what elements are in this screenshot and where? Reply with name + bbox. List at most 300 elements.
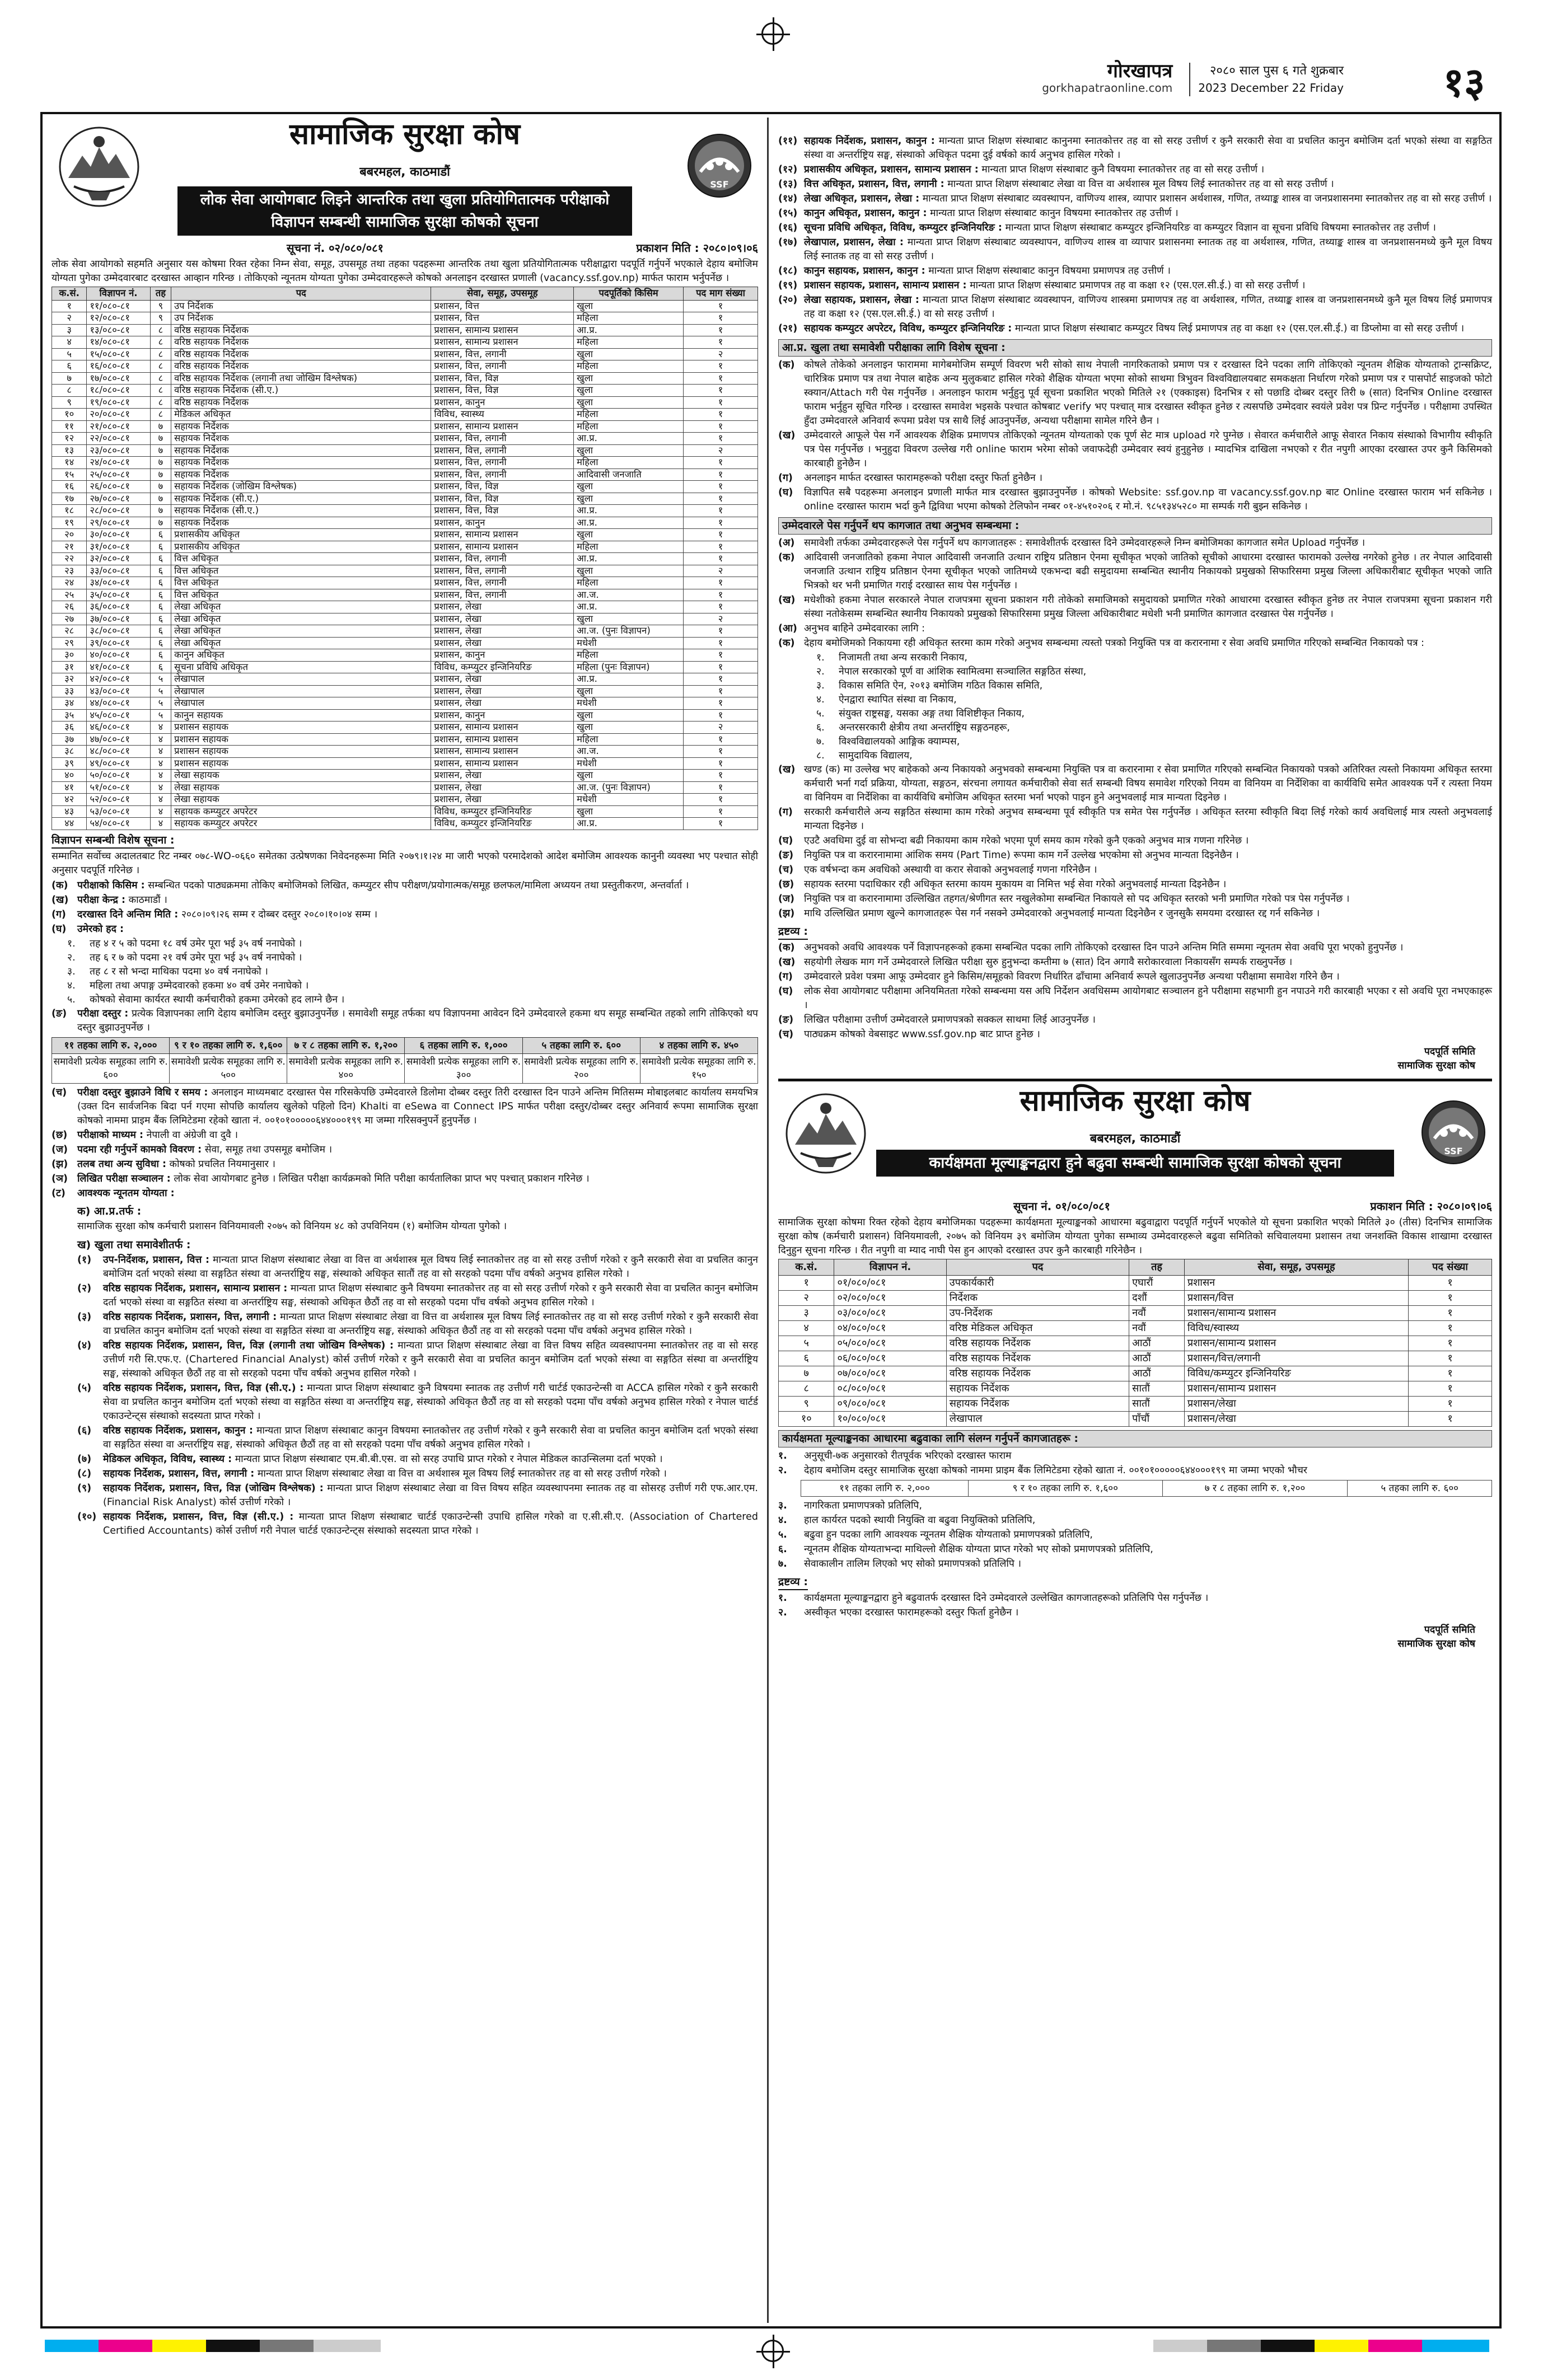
table-cell: वरिष्ठ सहायक निर्देशक	[171, 336, 431, 349]
table-cell: १	[684, 673, 758, 686]
table-cell: उप निर्देशक	[171, 300, 431, 312]
table-cell: ०१/०८०/०८१	[834, 1276, 946, 1291]
table-cell: विविध, स्वास्थ्य	[431, 409, 574, 421]
list-item	[778, 907, 1492, 921]
table-cell: ६	[52, 360, 87, 373]
item-text	[839, 735, 1492, 749]
table-row	[779, 1276, 1492, 1291]
table-cell: ३३/०८०-८१	[87, 565, 150, 577]
item-body: कोषले तोकेको अनलाइन फाराममा मागेबमोजिम सम्पूर्ण विवरण भरी सोको साथ नेपाली नागरिकताको प्रमाण पत्र र दरखास्त दिने पदका लागि तोकिएको न्यूनतम शैक्षिक योग्यताको ट्रान्सक्रिप्ट, चारित्रिक प्रमाण पत्र तथा नेपाल बाहेक अन्य मुलुकबाट हासिल गरेको शैक्षिक योग्यता भएमा सोको साथमा त्रिभुवन विश्वविद्यालयबाट समकक्षता निर्धारण गरेको प्रमाण पत्र र पासपोर्ट साइजको फोटो स्क्यान/Attach गरी पेस गर्नुपर्नेछ । अनलाइन फाराम भर्नुहुनु पूर्व सूचना प्रकाशित भएको मितिले २१ (एक्काइस) दिनभित्र र सो पछाडि दोब्बर दस्तुर तिरी ७ (सात) दिनभित्र Online दरखास्त फाराम भर्नुहुन सूचित गरिन्छ । दरखास्त समावेश भइसके पश्चात कोषबाट verify भए पश्चात् मात्र दरखास्त स्वीकृत हुनेछ र त्यसपछि उम्मेदवार स्वयंले प्रवेश पत्र प्रिन्ट गर्नुपर्नेछ । परीक्षामा उपस्थित हुँदा उम्मेदवारले अनिवार्य रूपमा प्रवेश पत्र साथै लिई आउनुपर्नेछ, अन्यथा परीक्षामा सामेल गरिने छैन ।	[804, 359, 1492, 427]
table-cell: ५०/०८०-८१	[87, 770, 150, 782]
table-cell: ३६	[52, 722, 87, 734]
table-cell: १	[684, 805, 758, 818]
table-cell: प्रशासन, सामान्य प्रशासन	[431, 541, 574, 553]
item-body: लिखित परीक्षामा उत्तीर्ण उम्मेदवारले प्रमाणपत्रको सक्कल साथमा लिई आउनुपर्नेछ ।	[804, 1014, 1096, 1025]
signoff-committee: पदपूर्ति समिति	[1424, 1046, 1475, 1057]
table-cell: ३६/०८०-८१	[87, 601, 150, 613]
table-cell: ०८/०८०/०८१	[834, 1381, 946, 1397]
table-cell: ४	[150, 746, 171, 758]
item-text	[804, 486, 1492, 514]
item-text	[839, 665, 1492, 679]
table-cell: प्रशासन, लेखा	[431, 770, 574, 782]
page-header	[0, 0, 1543, 106]
item-text	[103, 1253, 758, 1281]
item-text	[103, 1339, 758, 1381]
table-row	[52, 420, 758, 433]
table-cell: आठौं	[1129, 1366, 1185, 1381]
item-body: सम्बन्धित पदको पाठ्यक्रममा तोकिए बमोजिमको लिखित, कम्प्युटर सीप परीक्षण/प्रयोगात्मक/समूह छलफल/मामिला अध्ययन तथा प्रस्तुतीकरण, अन्तर्वार्ता ।	[148, 879, 689, 891]
table-row	[52, 457, 758, 469]
table-cell: ६	[150, 661, 171, 673]
list-item	[778, 163, 1492, 177]
table-cell: १	[684, 794, 758, 806]
table-cell: प्रशासन, वित्त, लगानी	[431, 444, 574, 457]
item-label: ४.	[67, 980, 76, 991]
item-head: परीक्षाको माध्यम :	[77, 1129, 144, 1141]
item-text	[804, 1013, 1492, 1027]
table-cell: ४	[150, 757, 171, 770]
list-item	[778, 763, 1492, 805]
item-text	[804, 849, 1492, 863]
fee-cell: ११ तहका लागि रु. २,०००	[801, 1481, 969, 1497]
table-cell: १	[684, 409, 758, 421]
table-cell: सहायक निर्देशक (जोखिम विश्लेषक)	[171, 481, 431, 493]
table-cell: ९	[52, 396, 87, 409]
table-cell: १	[684, 661, 758, 673]
item-body: मान्यता प्राप्त शिक्षण संस्थाबाट लेखा वा वित्त विषय सहित व्यवस्थापनमा स्नातकोत्तर तह वा सो सरह उत्तीर्ण गरी सि.एफ.ए. (Chartered Financial Analyst) कोर्स उत्तीर्ण गरेको र कुनै सरकारी सेवा वा प्रचलित कानुन बमोजिम दर्ता भएको संस्था वा सङ्गठित संस्था वा अन्तर्राष्ट्रिय सङ्घ, संस्थाको अधिकृत छैठौं तह वा सो सरहको पदमा पाँच वर्षको अनुभव हासिल गरेको ।	[103, 1339, 758, 1379]
table-cell: खुला	[574, 722, 684, 734]
table-row	[779, 1397, 1492, 1412]
item-label: (ङ)	[778, 1014, 794, 1025]
table-row	[52, 481, 758, 493]
table-cell: ११/०८०-८१	[87, 300, 150, 312]
item-body: अनुसूची-७क अनुसारको रीतपूर्वक भरिएको दरखास्त फाराम	[804, 1450, 1012, 1461]
table-header-cell: सेवा, समूह, उपसमूह	[1184, 1259, 1408, 1276]
table-row	[779, 1412, 1492, 1427]
list-item	[801, 651, 1492, 665]
list-item	[778, 264, 1492, 278]
table-cell: १२/०८०-८१	[87, 312, 150, 325]
item-label: (ञ)	[52, 1173, 68, 1184]
notice1-place: बबरमहल, काठमाडौं	[359, 165, 450, 179]
internal-notice-bar: आ.प्र. खुला तथा समावेशी परीक्षाका लागि विशेष सूचना :	[778, 339, 1492, 357]
item-body: देहाय बमोजिम दस्तुर सामाजिक सुरक्षा कोषको नाममा प्राइम बैंक लिमिटेडमा रहेको खाता नं. ००१०१०००००६४४०००१९९ मा जम्मा भएको भौचर	[804, 1465, 1307, 1476]
notice1-banner	[177, 186, 632, 236]
item-label: (घ)	[778, 986, 793, 997]
table-cell: १	[684, 746, 758, 758]
table-cell: २८/०८०-८१	[87, 505, 150, 517]
table-cell: २६	[52, 601, 87, 613]
table-row	[779, 1366, 1492, 1381]
item-label: (क)	[778, 638, 795, 649]
table-cell: प्रशासन, सामान्य प्रशासन	[431, 746, 574, 758]
list-item	[52, 893, 758, 907]
item-label: ५.	[778, 1529, 787, 1540]
table-cell: प्रशासन/सामान्य प्रशासन	[1184, 1381, 1408, 1397]
fee-cell: समावेशी प्रत्येक समूहका लागि रु. ४००	[287, 1053, 405, 1083]
item-head: परीक्षा दस्तुर बुझाउने विधि र समय :	[77, 1086, 208, 1098]
table-cell: ०६/०८०/०८१	[834, 1351, 946, 1366]
table-cell: ४१	[52, 781, 87, 794]
table-cell: ८	[150, 324, 171, 336]
list-item	[778, 1013, 1492, 1027]
table-cell: ६	[150, 649, 171, 662]
table-cell: प्रशासकीय अधिकृत	[171, 541, 431, 553]
table-cell: ८	[150, 348, 171, 360]
table-cell: ९	[150, 312, 171, 325]
table-cell: लेखापाल	[171, 697, 431, 710]
table-cell: वित्त अधिकृत	[171, 589, 431, 601]
table-cell: खुला	[574, 805, 684, 818]
table-cell: ३३	[52, 685, 87, 697]
list-item	[778, 622, 1492, 636]
table-cell: लेखा अधिकृत	[171, 637, 431, 649]
item-text	[77, 908, 758, 922]
table-cell: प्रशासन, वित्त, लगानी	[431, 348, 574, 360]
table-cell: वरिष्ठ सहायक निर्देशक (लगानी तथा जोखिम विश्लेषक)	[171, 372, 431, 385]
notice1-ref-no: सूचना नं. ०२/०८०/०८१	[287, 241, 384, 255]
item-text	[804, 985, 1492, 1013]
table-cell: खुला	[574, 565, 684, 577]
table-cell: वरिष्ठ सहायक निर्देशक (सी.ए.)	[171, 385, 431, 397]
item-body: मान्यता प्राप्त शिक्षण संस्थाबाट व्यवस्थापन, वाणिज्य शास्त्र वा व्यापार प्रशासनमा स्नातक तह वा अर्थशास्त्र, गणित, तथ्याङ्क शास्त्र वा जनप्रशासनमध्ये कुनै मूल विषय लिई स्नातक तह वा सो सरह उत्तीर्ण ।	[804, 237, 1492, 262]
list-item	[778, 236, 1492, 264]
item-body: उम्मेदवारले आफूले पेस गर्ने आवश्यक शैक्षिक प्रमाणपत्र तोकिएको न्यूनतम योग्यताको एक पूर्ण सेट मात्र upload गरे पुग्नेछ । सेवारत कर्मचारीले आफू सेवारत निकाय संस्थाको विभागीय स्वीकृति पत्र पेस गर्नुपर्नेछ । भनुहुदा विवरण उल्लेख गरी online फाराम भरेमा सोको जवाफदेही उम्मेदवार स्वयं हुनुहुनेछ । म्यादभित्र दाखिला नभएको र रीत नपुगी आएका दरखास्त उपर कुनै किसिमको कारबाही हुनेछैन ।	[804, 430, 1492, 469]
item-head: दरखास्त दिने अन्तिम मिति :	[77, 908, 179, 920]
table-cell: ८	[52, 385, 87, 397]
list-item	[778, 878, 1492, 892]
list-item	[52, 937, 758, 951]
docs-items	[778, 536, 1492, 650]
list-item	[52, 922, 758, 936]
table-cell: प्रशासन, सामान्य प्रशासन	[431, 733, 574, 746]
table-cell: ३५	[52, 709, 87, 722]
item-label: (१३)	[778, 179, 798, 190]
list-item	[778, 358, 1492, 428]
list-item	[778, 863, 1492, 877]
table-cell: १	[1409, 1351, 1492, 1366]
notice1-header	[52, 117, 758, 238]
item-text	[103, 1310, 758, 1338]
table-cell: ४२	[52, 794, 87, 806]
item-text	[90, 965, 758, 979]
item-label: ३.	[816, 680, 825, 691]
experience-items	[778, 651, 1492, 763]
item-body: अनुभवको अवधि आवश्यक पर्ने विज्ञापनहरूको हकमा सम्बन्धित पदका लागि तोकिएको दरखास्त दिन पाउने अन्तिम मिति सम्ममा न्यूनतम सेवा अवधि पूरा भएको हुनुपर्नेछ ।	[804, 942, 1404, 953]
table-cell: महिला	[574, 733, 684, 746]
item-text	[103, 1453, 758, 1467]
table-cell: ८	[150, 372, 171, 385]
table-cell: प्रशासन, वित्त, विज्ञ	[431, 385, 574, 397]
item-text	[804, 805, 1492, 833]
table-cell: १	[684, 324, 758, 336]
item-head: आवश्यक न्यूनतम योग्यता :	[77, 1187, 175, 1199]
table-cell: वरिष्ठ सहायक निर्देशक	[171, 360, 431, 373]
table-cell: प्रशासन, लेखा	[431, 685, 574, 697]
table-cell: ८	[779, 1381, 834, 1397]
table-cell: सातौं	[1129, 1397, 1185, 1412]
item-text	[804, 192, 1492, 206]
table-cell: महिला	[574, 577, 684, 589]
list-item	[778, 593, 1492, 621]
table-cell: महिला (पुनः विज्ञापन)	[574, 661, 684, 673]
list-item	[778, 834, 1492, 848]
table-cell: १६	[52, 481, 87, 493]
table-cell: प्रशासन/वित्त	[1184, 1291, 1408, 1306]
date-nepali: २०८० साल पुस ६ गते शुक्रबार	[1209, 64, 1344, 78]
table-header-cell: पद माग संख्या	[684, 287, 758, 301]
item-head: सहायक निर्देशक, प्रशासन, वित्त, विज्ञ (जोखिम विश्लेषक) :	[103, 1482, 324, 1494]
item-label: ८.	[816, 750, 825, 761]
table-cell: २७/०८०-८१	[87, 493, 150, 505]
table-cell: खुला	[574, 396, 684, 409]
item-head: प्रशासकीय अधिकृत, प्रशासन, सामान्य प्रशासन :	[804, 164, 979, 175]
item-label: १.	[778, 1450, 787, 1461]
table-cell: प्रशासन, सामान्य प्रशासन	[431, 757, 574, 770]
table-row	[52, 818, 758, 830]
item-body: मान्यता प्राप्त शिक्षण संस्थाबाट कम्प्युटर विषय लिई प्रमाणपत्र तह वा कक्षा १२ (एस.एल.सी.ई.) वा डिप्लोमा वा सो सरह उत्तीर्ण ।	[1014, 323, 1465, 334]
item-text	[103, 1510, 758, 1538]
table-cell: महिला	[574, 360, 684, 373]
list-item	[52, 879, 758, 893]
table-cell: सूचना प्रविधि अधिकृत	[171, 661, 431, 673]
item-text	[804, 1028, 1492, 1042]
table-cell: ४५/०८०-८१	[87, 709, 150, 722]
list-item	[801, 665, 1492, 679]
item-text	[804, 1514, 1492, 1528]
item-label: (१)	[77, 1254, 92, 1266]
table-cell: ४१/०८०-८१	[87, 661, 150, 673]
table-cell: आ.प्र.	[574, 601, 684, 613]
table-cell: ६	[150, 577, 171, 589]
table-cell: २	[684, 722, 758, 734]
notice-separator	[778, 1079, 1492, 1081]
item-body: मान्यता प्राप्त शिक्षण संस्थाबाट कानुनमा स्नातकोत्तर तह वा सो सरह उत्तीर्ण र कुनै सरकारी सेवा वा प्रचलित कानुन बमोजिम दर्ता भएको संस्था वा सङ्गठित संस्था वा अन्तर्राष्ट्रिय सङ्घ, संस्थाको अधिकृत पदमा दुई वर्षको कार्य अनुभव हासिल गरेको ।	[804, 135, 1492, 161]
ssf-logo-icon	[686, 133, 752, 199]
table-cell: विविध, कम्प्युटर इन्जिनियरिङ	[431, 818, 574, 830]
item-text	[804, 551, 1492, 593]
notice2-ref-no: सूचना नं. ०१/०८०/०८१	[1013, 1200, 1110, 1213]
vacancy-table	[52, 287, 758, 830]
table-cell: १	[684, 312, 758, 325]
fee-cell: समावेशी प्रत्येक समूहका लागि रु. ६००	[52, 1053, 170, 1083]
table-cell: २	[684, 613, 758, 625]
column-divider	[767, 118, 769, 2323]
item-body: मान्यता प्राप्त शिक्षण संस्थाबाट व्यवस्थापन, वाणिज्य शास्त्र, व्यापार प्रशासन अर्थशास्त्र, गणित, तथ्याङ्क शास्त्र वा जनप्रशासनमा स्नातकोत्तर तह वा सो सरह उत्तीर्ण ।	[922, 193, 1492, 204]
table-cell: २२/०८०-८१	[87, 433, 150, 445]
table-cell: आ.ज. (पुनः विज्ञापन)	[574, 781, 684, 794]
item-label: ४.	[816, 694, 825, 705]
table-cell: १	[1409, 1306, 1492, 1321]
list-item	[778, 177, 1492, 191]
fee-cell: ७ र ८ तहका लागि रु. १,२००	[1162, 1481, 1348, 1497]
item-head: परीक्षाको किसिम :	[77, 879, 145, 891]
table-cell: २	[684, 444, 758, 457]
table-cell: २	[684, 348, 758, 360]
fee-item-label: (ङ)	[52, 1008, 67, 1019]
table-row	[52, 805, 758, 818]
item-body: कोषको प्रचलित नियमानुसार ।	[169, 1158, 275, 1170]
table-cell: सहायक निर्देशक	[171, 444, 431, 457]
item-body: नेपाल सरकारको पूर्ण वा आंशिक स्वामित्वमा सञ्चालित सङ्गठित संस्था,	[839, 666, 1087, 677]
table-cell: ८	[150, 409, 171, 421]
table-cell: वरिष्ठ सहायक निर्देशक	[946, 1351, 1129, 1366]
item-text	[77, 1187, 758, 1201]
table-cell: ३२	[52, 673, 87, 686]
date-english: 2023 December 22 Friday	[1198, 81, 1344, 95]
table-cell: महिला	[574, 336, 684, 349]
item-text	[103, 1282, 758, 1310]
item-body: मान्यता प्राप्त शिक्षण संस्थाबाट कानुन विषयमा प्रमाणपत्र तह उत्तीर्ण ।	[928, 265, 1171, 277]
item-text	[804, 907, 1492, 921]
list-item	[778, 536, 1492, 550]
table-cell: १	[684, 505, 758, 517]
table-cell: सहायक कम्प्युटर अपरेटर	[171, 805, 431, 818]
table-cell: ६	[150, 529, 171, 541]
item-text	[90, 937, 758, 951]
item-body: सेवाकालीन तालिम लिएको भए सोको प्रमाणपत्रको प्रतिलिपि ।	[804, 1558, 1021, 1570]
table-cell: प्रशासन, वित्त, लगानी	[431, 433, 574, 445]
table-row	[52, 300, 758, 312]
table-cell: खुला	[574, 770, 684, 782]
fee-cell: समावेशी प्रत्येक समूहका लागि रु. २००	[522, 1053, 640, 1083]
table-cell: ८	[150, 396, 171, 409]
table-cell: १	[684, 468, 758, 481]
table-header-cell: विज्ञापन नं.	[87, 287, 150, 301]
list-item	[778, 322, 1492, 336]
table-cell: प्रशासकीय अधिकृत	[171, 529, 431, 541]
item-body: संयुक्त राष्ट्रसङ्घ, यसका अङ्ग तथा विशिष्टीकृत निकाय,	[839, 708, 1025, 719]
list-item	[778, 1514, 1492, 1528]
table-cell: उप निर्देशक	[171, 312, 431, 325]
item-label: २.	[67, 952, 76, 963]
table-cell: ७	[150, 517, 171, 529]
item-label: ६.	[778, 1544, 787, 1555]
table-cell: खुला	[574, 372, 684, 385]
table-cell: सहायक निर्देशक	[171, 420, 431, 433]
table-cell: मधेशी	[574, 794, 684, 806]
item-label: ७.	[816, 736, 825, 747]
table-cell: खुला	[574, 348, 684, 360]
table-row	[779, 1336, 1492, 1351]
item-text	[804, 1464, 1492, 1478]
table-row	[52, 685, 758, 697]
table-cell: ४०/०८०-८१	[87, 649, 150, 662]
table-cell: सहायक कम्प्युटर अपरेटर	[171, 818, 431, 830]
table-header-cell: विज्ञापन नं.	[834, 1259, 946, 1276]
table-cell: १	[684, 625, 758, 638]
table-cell: २९	[52, 637, 87, 649]
table-cell: १६/०८०-८१	[87, 360, 150, 373]
item-body: नियुक्ति पत्र वा करारनामामा आंशिक समय (Part Time) रूपमा काम गर्ने उल्लेख भएकोमा सो अनुभव मान्यता दिइनेछैन ।	[804, 850, 1239, 861]
item-text	[804, 207, 1492, 221]
table-cell: २२	[52, 553, 87, 565]
table-cell: १३/०८०-८१	[87, 324, 150, 336]
item-label: (झ)	[52, 1158, 68, 1170]
table-cell: प्रशासन सहायक	[171, 733, 431, 746]
table-cell: ५	[150, 685, 171, 697]
list-item	[778, 636, 1492, 650]
fee-header-cell: ११ तहका लागि रु. २,०००	[52, 1037, 170, 1053]
item-label: (ग)	[778, 971, 793, 982]
table-cell: १	[684, 372, 758, 385]
table-cell: ०२/०८०/०८१	[834, 1291, 946, 1306]
item-label: (च)	[778, 864, 794, 875]
table-cell: सहायक निर्देशक	[171, 433, 431, 445]
table-cell: प्रशासन सहायक	[171, 722, 431, 734]
item-body: समावेशी तर्फका उम्मेदवारहरूले पेस गर्नुपर्ने थप कागजातहरू : समावेशीतर्फ दरखास्त दिने उम्मेदवारहरूले निम्न बमोजिमका कागजात समेत Upload गर्नुपर्नेछ ।	[804, 537, 1366, 549]
item-body: मान्यता प्राप्त शिक्षण संस्थाबाट व्यवस्थापन, वाणिज्य शास्त्रमा प्रमाणपत्र तह वा अर्थशास्त्र, गणित, तथ्याङ्क शास्त्र वा जनप्रशासनमध्ये कुनै मूल विषय लिई प्रमाणपत्र तह वा कक्षा १२ (एस.एल.सी.ई.) वा सो सरह उत्तीर्ण ।	[804, 294, 1492, 320]
table-cell: प्रशासन, लेखा	[431, 637, 574, 649]
table-header-cell: पदपूर्तिको किसिम	[574, 287, 684, 301]
item-text	[804, 1591, 1492, 1605]
table-row	[52, 733, 758, 746]
table-cell: ४	[150, 733, 171, 746]
table-cell: १७/०८०-८१	[87, 372, 150, 385]
item-body: मधेशीको हकमा नेपाल सरकारले नेपाल राजपत्रमा सूचना प्रकाशन गरी तोकेको समाजिमको समुदायको प्रमाणित गरेको आधारमा दरखास्त स्वीकृत हुनेछ तर नेपाल राजपत्रमा सूचना प्रकाशन गरी संस्था नतोकेसम्म सम्बन्धित स्थानीय निकायको प्रमुखको सिफारिसमा प्रमुख जिल्ला अधिकारीबाट मधेशी भनी प्रमाणित कागजात दरखास्त पेस गर्नुपर्नेछ ।	[804, 594, 1492, 620]
table-cell: कानुन सहायक	[171, 709, 431, 722]
table-cell: प्रशासन, वित्त, लगानी	[431, 589, 574, 601]
table-cell: १	[684, 637, 758, 649]
table-cell: लेखा सहायक	[171, 794, 431, 806]
table-cell: १	[1409, 1276, 1492, 1291]
notice2-note-heading: द्रष्टव्य :	[778, 1575, 808, 1590]
item-text	[77, 893, 758, 907]
item-label: (अ)	[778, 537, 795, 549]
item-label: (१२)	[778, 164, 798, 175]
item-head: कानुन अधिकृत, प्रशासन, कानुन :	[804, 208, 927, 219]
table-cell: ३२/०८०-८१	[87, 553, 150, 565]
item-text	[103, 1482, 758, 1510]
table-cell: खुला	[574, 444, 684, 457]
qual-open-heading: ख) खुला तथा समावेशीतर्फ :	[77, 1238, 191, 1251]
list-item	[801, 693, 1492, 707]
table-cell: आ.प्र.	[574, 505, 684, 517]
list-item	[77, 1310, 758, 1338]
item-body: एक वर्षभन्दा कम अवधिको अस्थायी वा करार सेवाको अनुभवलाई गणना गरिनेछैन ।	[804, 864, 1097, 875]
table-row	[52, 661, 758, 673]
table-cell: १४	[52, 457, 87, 469]
item-head: सूचना प्रविधि अधिकृत, विविध, कम्प्युटर इन्जिनियरिङ :	[804, 222, 1002, 233]
table-row	[52, 770, 758, 782]
table-cell: आ.प्र.	[574, 553, 684, 565]
table-cell: ०७/०८०/०८१	[834, 1366, 946, 1381]
table-cell: ०५/०८०/०८१	[834, 1336, 946, 1351]
item-label: ५.	[816, 708, 825, 719]
list-item	[778, 207, 1492, 221]
item-head: सहायक निर्देशक, प्रशासन, वित्त, लगानी :	[103, 1468, 255, 1479]
signoff-org: सामाजिक सुरक्षा कोष	[1397, 1638, 1475, 1650]
item-body: मान्यता प्राप्त शिक्षण संस्थाबाट एम.बी.बी.एस. वा सो सरह उपाधि प्राप्त गरेको र नेपाल मेडिकल काउन्सिलमा दर्ता भएको ।	[235, 1453, 663, 1465]
fee-header-cell: ४ तहका लागि रु. ४५०	[640, 1037, 758, 1053]
table-row	[52, 385, 758, 397]
table-row	[52, 577, 758, 589]
fee-cell: समावेशी प्रत्येक समूहका लागि रु. ३००	[405, 1053, 522, 1083]
table-row	[52, 360, 758, 373]
svg-text:SSF: SSF	[1444, 1146, 1463, 1156]
table-cell: ३०	[52, 649, 87, 662]
item-text	[103, 1467, 758, 1481]
table-cell: २०	[52, 529, 87, 541]
item-label: (ज)	[52, 1144, 68, 1155]
table-cell: १५/०८०-८१	[87, 348, 150, 360]
table-cell: सहायक निर्देशक	[171, 517, 431, 529]
list-item	[52, 1128, 758, 1142]
fee-cell: समावेशी प्रत्येक समूहका लागि रु. ५००	[170, 1053, 287, 1083]
list-item	[801, 749, 1492, 763]
item-body: सेवा, समूह तथा उपसमूह बमोजिम ।	[204, 1144, 333, 1155]
table-cell: एघारौं	[1129, 1276, 1185, 1291]
